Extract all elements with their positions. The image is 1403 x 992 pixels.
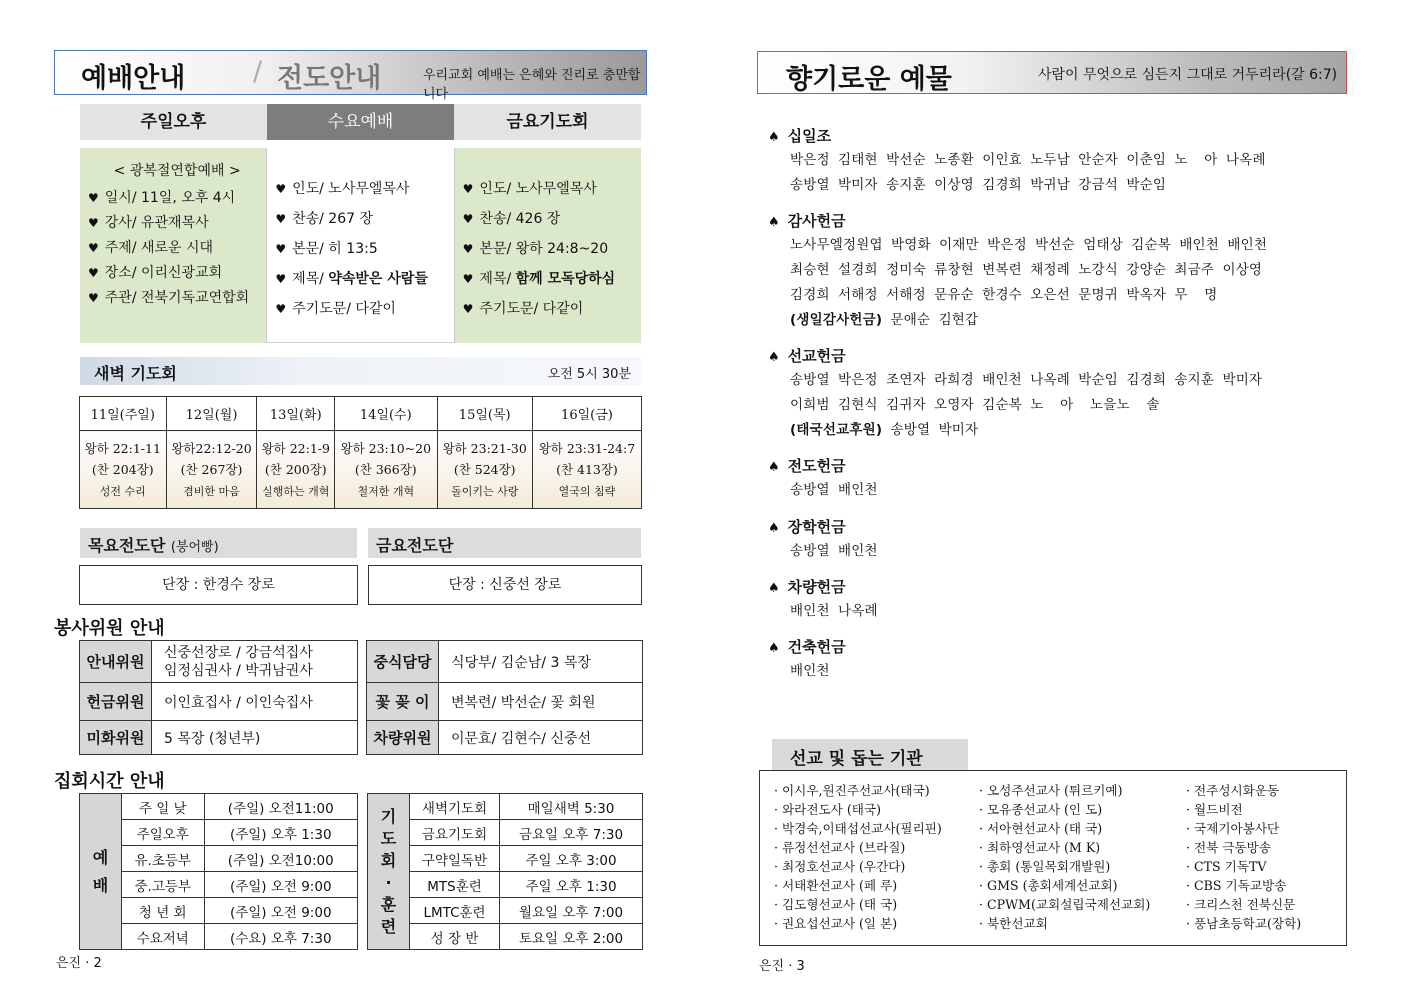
offering-category: 십일조: [787, 127, 832, 145]
list-item: · 최하영선교사 (M K): [979, 840, 1101, 855]
heart-icon: ♥: [462, 212, 474, 226]
list-item: · 월드비전: [1186, 802, 1243, 817]
offering-category: 장학헌금: [787, 518, 846, 536]
table-row: 청 년 회 (주일) 오전 9:00: [80, 898, 358, 924]
table-cell: 왕하 22:1-11 (찬 204장) 성전 수리: [80, 431, 167, 509]
list-item: ♥ 주기도문/ 다같이: [275, 301, 396, 317]
offering-category: 선교헌금: [787, 347, 846, 365]
list-item: · 오성주선교사 (튀르키예): [979, 783, 1123, 798]
list-item: · 김도형선교사 (태 국): [774, 897, 898, 912]
offering-category: 전도헌금: [787, 457, 846, 475]
tab-friday-prayer: 금요기도회: [454, 104, 641, 140]
heart-icon: ♥: [462, 242, 474, 256]
heart-icon: ♥: [88, 191, 99, 205]
table-header: 16일(금): [532, 397, 641, 431]
offering-category: 차량헌금: [787, 578, 846, 596]
heart-icon: ♥: [275, 302, 287, 316]
list-item: · 와라전도사 (태국): [774, 802, 881, 817]
thursday-evangelism-sub: (붕어빵): [170, 540, 219, 555]
friday-panel: [455, 148, 641, 343]
friday-evangelism-bar: [368, 528, 641, 558]
right-page-header: [757, 51, 1347, 94]
list-item: ♥ 제목/ 약속받은 사람들: [275, 271, 428, 287]
worship-guide-title: 예배안내: [81, 63, 186, 94]
heart-icon: ♥: [88, 266, 99, 280]
sermon-title: 함께 모독당하심: [515, 271, 616, 287]
sunday-heading: < 광복절연합예배 >: [113, 163, 241, 179]
tab-sunday-afternoon: 주일오후: [80, 104, 267, 140]
list-item: ♥ 장소/ 이리신광교회: [88, 265, 223, 281]
list-item: ♥ 찬송/ 426 장: [462, 211, 561, 227]
missions-col-3: [1186, 781, 1336, 945]
spade-icon: ♠: [768, 130, 780, 145]
table-row: 금요기도회 금요일 오후 7:30: [368, 820, 643, 846]
table-row: LMTC훈련 월요일 오후 7:00: [368, 898, 643, 924]
list-item: · 모유종선교사 (인 도): [979, 802, 1103, 817]
table-header: 11일(주일): [80, 397, 167, 431]
heart-icon: ♥: [462, 272, 474, 286]
prayer-training-table: [367, 793, 643, 950]
offering-category: 감사헌금: [787, 212, 846, 230]
table-row: 유.초등부 (주일) 오전10:00: [80, 846, 358, 872]
table-row: 예 배 주 일 낮 (주일) 오전11:00: [80, 794, 358, 820]
table-row: 미화위원 5 목장 (청년부): [80, 721, 358, 755]
list-item: ♥ 인도/ 노사무엘목사: [275, 181, 410, 197]
table-header: 14일(수): [335, 397, 437, 431]
missions-bar: [772, 739, 968, 770]
dawn-prayer-bar: [80, 357, 641, 385]
service-tabs: [80, 104, 641, 140]
worship-times-table: [79, 793, 358, 950]
service-committee-title: 봉사위원 안내: [54, 618, 165, 639]
heart-icon: ♥: [275, 272, 287, 286]
offering-category: 건축헌금: [787, 638, 846, 656]
list-item: · 북한선교회: [979, 916, 1048, 931]
offering-thanks: ♠ 감사헌금 노사무엘정원엽 박영화 이재만 박은정 박선순 엄태상 김순복 배인천 배인천 최승현 설경희 정미숙 류창현 변복련 채정례 노강식 강양순 최금주 이상영 김경희 서해정 서해정 문유순 한경수 오은선 문명귀 박옥자 무 명 (생일감사헌금) 문애순 김현갑: [768, 212, 1268, 328]
list-item: ♥ 주관/ 전북기독교연합회: [88, 290, 250, 306]
table-row: 헌금위원 이인효집사 / 이인숙집사: [80, 683, 358, 721]
offering-building: ♠ 건축헌금 배인천: [768, 638, 846, 679]
list-item: · 전주성시화운동: [1186, 783, 1280, 798]
list-item: ♥ 본문/ 히 13:5: [275, 241, 378, 257]
service-committee-left: [79, 640, 358, 755]
list-item: · 박경숙,이태섭선교사(필리핀): [774, 821, 942, 836]
missions-col-1: [774, 781, 979, 945]
missions-box: [759, 770, 1347, 946]
table-header: 15일(목): [437, 397, 532, 431]
sermon-title: 약속받은 사람들: [328, 271, 428, 287]
missions-title: 선교 및 돕는 기관: [790, 749, 923, 769]
thursday-leader: 단장 : 한경수 장로: [79, 565, 358, 605]
table-row: 구약일독반 주일 오후 3:00: [368, 846, 643, 872]
table-cell: 왕하 23:21-30 (찬 524장) 돌이키는 사랑: [437, 431, 532, 509]
heart-icon: ♥: [88, 241, 99, 255]
evangelism-guide-title: 전도안내: [277, 63, 382, 94]
list-item: · CBS 기독교방송: [1186, 878, 1287, 893]
offering-mission: ♠ 선교헌금 송방열 박은정 조연자 라희경 배인천 나옥례 박순임 김경희 송지훈 박미자 이희범 김현식 김귀자 오영자 김순복 노 아 노을노 솔 (태국선교후원) 송방열 박미자: [768, 347, 1263, 438]
list-item: · CTS 기독TV: [1186, 859, 1267, 874]
friday-leader: 단장 : 신중선 장로: [368, 565, 642, 605]
list-item: ♥ 주제/ 새로운 시대: [88, 240, 214, 256]
list-item: ♥ 강사/ 유관재목사: [88, 215, 209, 231]
friday-evangelism-title: 금요전도단: [376, 536, 454, 555]
left-slogan: 우리교회 예배는 은혜와 진리로 충만합니다: [423, 68, 641, 102]
list-item: · 서태환선교사 (페 루): [774, 878, 898, 893]
table-row: 중.고등부 (주일) 오전 9:00: [80, 872, 358, 898]
list-item: ♥ 제목/ 함께 모독당하심: [462, 271, 616, 287]
heart-icon: ♥: [275, 212, 287, 226]
table-row: 안내위원 신중선장로 / 강금석집사 임정심권사 / 박귀남권사: [80, 641, 358, 683]
missions-col-2: [979, 781, 1186, 945]
sunday-panel: [80, 148, 266, 343]
heart-icon: ♥: [88, 291, 99, 305]
spade-icon: ♠: [768, 350, 780, 365]
thursday-evangelism-bar: [80, 528, 357, 558]
tab-wednesday-service: 수요예배: [267, 104, 454, 140]
spade-icon: ♠: [768, 460, 780, 475]
list-item: ♥ 일시/ 11일, 오후 4시: [88, 190, 236, 206]
worship-side-label: 예 배: [80, 794, 122, 950]
table-row: MTS훈련 주일 오후 1:30: [368, 872, 643, 898]
table-cell: 왕하 23:31-24:7 (찬 413장) 열국의 침략: [532, 431, 641, 509]
table-row: 기 도 회 · 훈 련 새벽기도회 매일새벽 5:30: [368, 794, 643, 820]
service-committee-right: [366, 640, 643, 755]
list-item: ♥ 주기도문/ 다같이: [462, 301, 584, 317]
table-row: 차량위원 이문효/ 김현수/ 신중선: [367, 721, 643, 755]
wednesday-panel: [266, 148, 454, 343]
table-row: 성 장 반 토요일 오후 2:00: [368, 924, 643, 950]
left-page-header: [54, 50, 647, 102]
table-cell: 왕하22:12-20 (찬 267장) 겸비한 마음: [166, 431, 257, 509]
dawn-prayer-time: 오전 5시 30분: [547, 367, 631, 382]
left-page-number: 은진 · 2: [56, 956, 102, 971]
heart-icon: ♥: [275, 242, 287, 256]
offering-vehicle: ♠ 차량헌금 배인천 나옥례: [768, 578, 878, 619]
list-item: · 전북 극동방송: [1186, 840, 1272, 855]
table-header: 13일(화): [257, 397, 335, 431]
table-row: 꽃 꽂 이 변복련/ 박선순/ 꽃 회원: [367, 683, 643, 721]
spade-icon: ♠: [768, 641, 780, 656]
table-cell: 왕하 22:1-9 (찬 200장) 실행하는 개혁: [257, 431, 335, 509]
list-item: ♥ 인도/ 노사무엘목사: [462, 181, 597, 197]
table-header: 12일(월): [166, 397, 257, 431]
list-item: · GMS (총회세계선교회): [979, 878, 1118, 893]
offering-tithe: ♠ 십일조 박은정 김태현 박선순 노종환 이인효 노두남 안순자 이춘임 노 아 나옥례 송방열 박미자 송지훈 이상영 김경희 박귀남 강금석 박순임: [768, 127, 1266, 193]
table-cell: 왕하 23:10~20 (찬 366장) 철저한 개혁: [335, 431, 437, 509]
thursday-evangelism-title: 목요전도단: [88, 536, 166, 555]
prayer-side-label: 기 도 회 · 훈 련: [368, 794, 410, 950]
list-item: · 풍남초등학교(장학): [1186, 916, 1302, 931]
list-item: · 이시우,원진주선교사(태국): [774, 783, 930, 798]
list-item: ♥ 본문/ 왕하 24:8~20: [462, 241, 609, 257]
list-item: · 국제기아봉사단: [1186, 821, 1280, 836]
spade-icon: ♠: [768, 581, 780, 596]
list-item: · 최정호선교사 (우간다): [774, 859, 906, 874]
table-row: 주일오후 (주일) 오후 1:30: [80, 820, 358, 846]
dawn-prayer-title: 새벽 기도회: [94, 364, 177, 383]
table-row: 중식담당 식당부/ 김순남/ 3 목장: [367, 641, 643, 683]
heart-icon: ♥: [462, 182, 474, 196]
table-row: 수요저녁 (수요) 오후 7:30: [80, 924, 358, 950]
spade-icon: ♠: [768, 215, 780, 230]
service-panels: [80, 148, 641, 343]
list-item: · 권요섭선교사 (일 본): [774, 916, 898, 931]
meeting-times-title: 집회시간 안내: [54, 771, 165, 792]
dawn-prayer-table: [79, 396, 642, 509]
offering-evangelism: ♠ 전도헌금 송방열 배인천: [768, 457, 878, 498]
offerings-title: 향기로운 예물: [786, 64, 952, 95]
right-slogan: 사람이 무엇으로 심든지 그대로 거두리라(갈 6:7): [1038, 67, 1338, 83]
list-item: · 크리스천 전북신문: [1186, 897, 1296, 912]
offering-scholarship: ♠ 장학헌금 송방열 배인천: [768, 518, 878, 559]
list-item: · 총회 (통일목회개발원): [979, 859, 1111, 874]
right-page-number: 은진 · 3: [759, 959, 805, 974]
list-item: · 류정선선교사 (브라질): [774, 840, 906, 855]
title-separator: /: [253, 56, 263, 87]
list-item: · 서아현선교사 (태 국): [979, 821, 1103, 836]
heart-icon: ♥: [462, 302, 474, 316]
list-item: ♥ 찬송/ 267 장: [275, 211, 374, 227]
heart-icon: ♥: [275, 182, 287, 196]
heart-icon: ♥: [88, 216, 99, 230]
list-item: · CPWM(교회설립국제선교회): [979, 897, 1151, 912]
spade-icon: ♠: [768, 521, 780, 536]
